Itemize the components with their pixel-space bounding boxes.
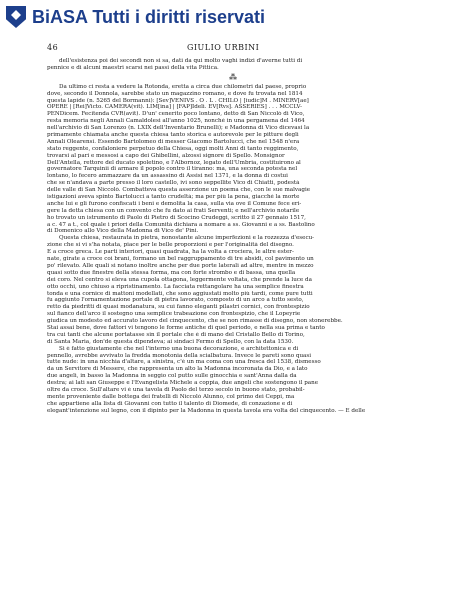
paragraph-2-line: resta memoria negli Annali Camaldolesi all'anno 1025, nonché in una pergamena del 1464	[47, 118, 305, 125]
paragraph-3-line: nate, girate a croce coi brani, formano un bel raggruppamento di tre absidi, col pavimento un	[47, 256, 314, 263]
paragraph-2-line: OPERE | [Rei]Victo. CAMERA(vit). LIM[ina] | [FAP]Ideli. EV[Rvs]. ASSERIES] . . . MCCLV-	[47, 104, 302, 111]
paragraph-2-line: Dell'Antella, rettore del ducato spoletino, e l'Albornoz, legato dell'Umbria, costituirono al	[47, 159, 301, 166]
paragraph-3-line: tonda e una cornice di mattoni modellati, che sono aggiustati molto più tardi, come pure tutti	[47, 290, 313, 297]
paragraph-3-line: E a croce greca. Le parti interiori, quasi quadrata, ha la volta a crociera, le altre ester-	[47, 249, 294, 256]
running-title: GIULIO URBINI	[187, 43, 260, 52]
paragraph-2-line: che se n'andava a parte presso il loro castello, ivi sono seppellite Vico di Chiatti, podestà	[47, 180, 300, 187]
paragraph-3-line: Stai assai bene, dove fattori vi tengono le forme antiche di quel periodo, e nella sua prima e tanto	[47, 324, 325, 331]
paragraph-3-line: tra cui tanti che alcune portatasse sin il portale che è di mano del Cristallo Bello di Torino,	[47, 331, 305, 338]
paragraph-4-line: tutte nude: in una nicchia d'altare, a sinistra, c'è un ma coma con una fresca del 1538, dismesso	[47, 359, 321, 366]
paragraph-2-line: anche lui e gli furono confiscati i beni e demolita la casa, sulla via ove il Comune fece eri-	[47, 200, 302, 207]
paragraph-2-line: di Domenico allo Vico della Madonna di Vico de' Pini.	[47, 228, 199, 235]
paragraph-2-line: dove, secondo il Donnola, sarebbe stato un magazzino romano, e dove fu trovata nel 1814	[47, 90, 303, 97]
paragraph-3-line: zione che si vi s'ha notata, piace per le belle proporzioni e per l'originalità del disegno.	[47, 242, 294, 249]
paragraph-2-line: PENDicem. Fecitenda CVR(avit). D'un' cenerito poco lontano, detto di San Niccolò di Vico,	[47, 111, 305, 118]
shield-icon	[6, 6, 26, 28]
watermark-logo	[6, 6, 265, 28]
paragraph-2-line: governatore Tarquinii di armare il popolo contro il tiranno: ma, una seconda potesta nel	[47, 166, 298, 173]
paragraph-2-line: delle valle di San Niccolò. Combatteva questa asserzione un poema che, con le sue malvagie	[47, 187, 311, 194]
paragraph-3-line: retto da piedritti di quasi modanatura, su cui fanno eleganti pilastri cornici, con frontespizio	[47, 304, 310, 311]
watermark	[0, 0, 451, 36]
paragraph-1-line: pennice e di alcuni maestri scarsi nei passi della vita Pittica.	[47, 64, 219, 71]
body-text	[47, 58, 419, 415]
paragraph-2-line: ho trovato un istrumento di Paolo di Pietro di Scocino Crudeggi, scritto il 27 gennaio 1517,	[47, 214, 306, 221]
paragraph-3-line: quasi sotto due finestre della stessa forma, ma con forte strombo e di bassa, una quella	[47, 269, 296, 276]
paragraph-4-line: elegant'intenzione sul legno, con il dipinto per la Madonna in questa tavola era volta del cinquecento. — E delle	[47, 407, 366, 414]
section-separator: ⁂	[229, 72, 237, 82]
page-header	[47, 40, 419, 56]
paragraph-2-line: istigazioni aveva spinto Bartolucci a tanto crudeltà; ma per più la pena, giacché la morte	[47, 194, 300, 201]
paragraph-2-line: lontano, lo fecero ammazzare da un assassino di Assisi nel 1371, e la donna di costui	[47, 173, 288, 180]
paragraph-3-line: di Santa Maria, don'de questa dipendeva; ai sindaci Fermo di Spello, con la data 1530.	[47, 338, 294, 345]
paragraph-4-line: Si è fatto giustamente che nel l'interno una buona decorazione, e architettonica e di	[59, 345, 299, 352]
paragraph-4-line: pennello, avrebbe avvivato la fredda monotonia della scialbatura. Invece le pareti sono quasi	[47, 352, 312, 359]
paragraph-4-line: oltre da croce. Sull'altare vi è una tavola di Paolo del terzo secolo in buono stato, probabil-	[47, 386, 305, 393]
paragraph-3-line: Questa chiesa, restaurata in pietra, nonostante alcune imperfezioni e la rozzezza d'esecu-	[59, 235, 315, 242]
paragraph-3-line: giudica un modesto ed accurato lavoro del cinquecento, che se non rimasse di disegno, non stonerebbe.	[47, 318, 343, 325]
paragraph-2-line: stato reggente, confaloniere perpetuo della Chiesa, oggi molti Anni di tanto reggimento,	[47, 145, 299, 152]
paragraph-4-line: destra; ai lati san Giuseppe e l'Evangelista Michele a coppia, due angeli che sostengono il pane	[47, 380, 319, 387]
paragraph-2-line: trovarsi al pari e messosi a capo dei Ghibellini, alzossi signore di Spello. Monsignor	[47, 152, 285, 159]
page-number: 46	[47, 43, 59, 52]
paragraph-3-line: otto occhi, uno chiuso a ripristinamento. La facciata rettangolare ha una semplice finestra	[47, 283, 304, 290]
paragraph-4-line: da un Servitore di Messere, che rappresenta un alto la Madonna incoronata da Dio, e a lato	[47, 366, 308, 373]
paragraph-3-line: fu aggiunto l'ornamentazione portale di pietra lavorato, composto di un arco a tutto sesto,	[47, 297, 304, 304]
paragraph-4-line: mente proveniente dalle bottega dei fratelli di Niccolò Alunno, col primo dei Ceppi, ma	[47, 393, 295, 400]
paragraph-2-line: primamente chiamata anche questa chiesa tanto storica e autorevole per le pitture degli	[47, 132, 299, 139]
paragraph-2-line: gere la detta chiesa con un convento che fu dato ai frati Serventi; e nell'archivio notarile	[47, 207, 300, 214]
paragraph-2-line: nell'archivio di San Lorenzo (n. LXIX dell'Inventario Brunelli); e Madonna di Vico dicevasi la	[47, 125, 310, 132]
paragraph-2-line: questa lapide (n. 5265 del Bormanni): [Sev]VENIVS . O . L . CHILO | [iudic]M . MINERV[ae]	[47, 97, 309, 104]
paragraph-2-line: Annali Olearensi. Essendo Bartolomeo di messer Giacomo Bartolucci, che nel 1548 n'era	[47, 138, 300, 145]
paragraph-3-line: po' rilevato. Alle quali si notano inoltre anche per due porte laterali ad altre, mentre in mezzo	[47, 262, 314, 269]
paragraph-4-line: che appartiene alla lista di Giovanni con tutto il talento di Diomede, di conzazione e di	[47, 400, 293, 407]
paragraph-3-line: dei coro. Nel centro si eleva una cupola ottagona, leggermente voltata, che prende la luce da	[47, 276, 312, 283]
document-page	[47, 40, 419, 605]
paragraph-1-line: dell'esistenza poi dei secondi non si sa, dati da qui molto vaghi indizi d'averne tutti di	[59, 58, 303, 64]
paragraph-2-line: Da ultimo ci resta a vedere la Rotonda, eretta a circa due chilometri dal paese, proprio	[59, 83, 307, 90]
watermark-text: BiASA Tutti i diritti riservati	[32, 6, 266, 27]
paragraph-4-line: due angeli, in basso la Madonna in seggio col putto sulle ginocchia e sant'Anna dalla da	[47, 373, 297, 380]
paragraph-2-line: a c. 47 a t., col quale i priori della Comunità dichiara a nomare a ss. Giovanni e a ss. Bastolino	[47, 221, 315, 228]
paragraph-3-line: sul fianco dell'arco il sostegno una semplice trabeazione con frontespizio, che il Lopeyrie	[47, 311, 301, 318]
